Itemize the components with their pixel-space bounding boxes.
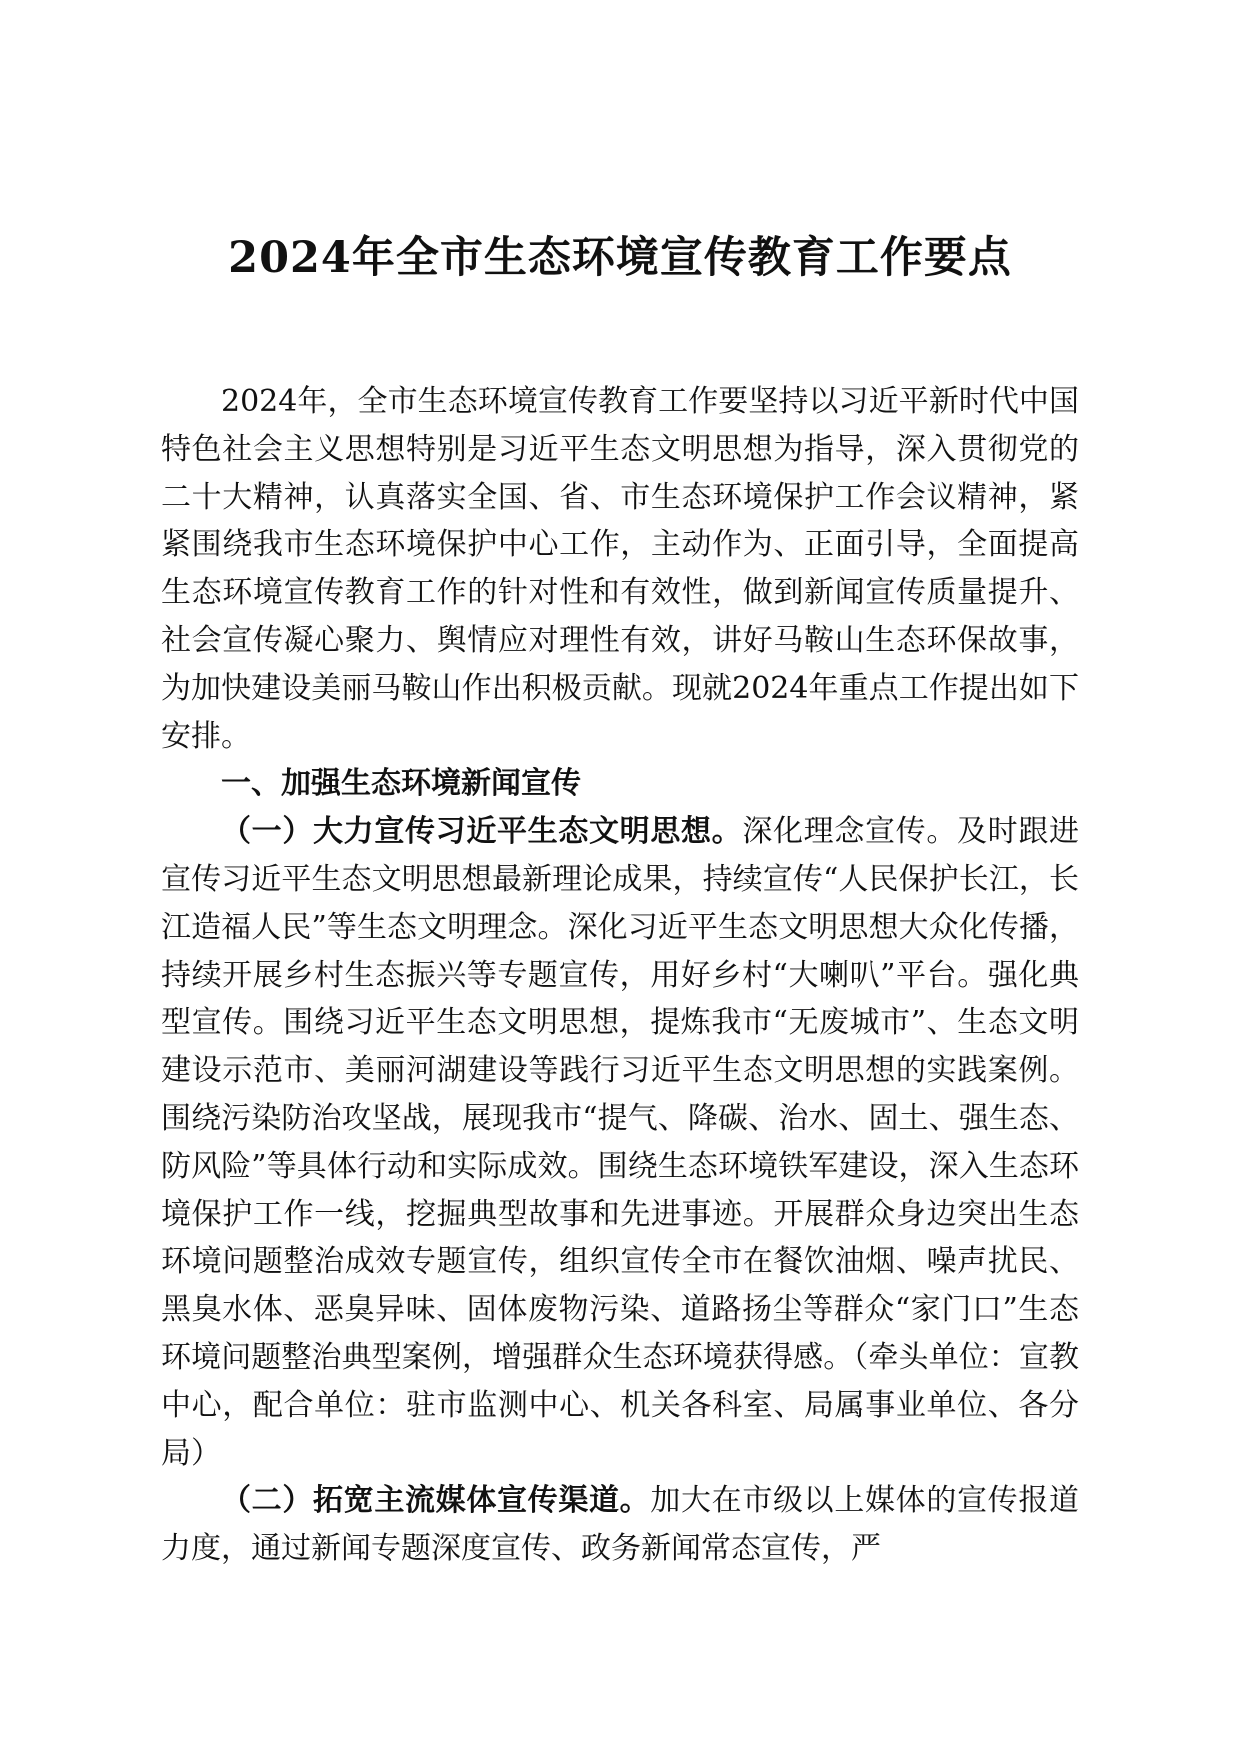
section-heading-1: 一、加强生态环境新闻宣传 <box>221 766 581 802</box>
item-2-paragraph <box>161 1477 1079 1573</box>
document-body <box>161 378 1079 1573</box>
item-1-paragraph <box>161 808 1079 1477</box>
intro-paragraph: 2024年，全市生态环境宣传教育工作要坚持以习近平新时代中国特色社会主义思想特别是习近平生态文明思想为指导，深入贯彻党的二十大精神，认真落实全国、省、市生态环境保护工作会议精神，紧紧围绕我市生态环境保护中心工作，主动作为、正面引导，全面提高生态环境宣传教育工作的针对性和有效性，做到新闻宣传质量提升、社会宣传凝心聚力、舆情应对理性有效，讲好马鞍山生态环保故事，为加快建设美丽马鞍山作出积极贡献。现就2024年重点工作提出如下安排。 <box>161 384 1079 754</box>
item-2-body: 加大在市级以上媒体的宣传报道力度，通过新闻专题深度宣传、政务新闻常态宣传，严 <box>161 1483 1080 1567</box>
document-title: 2024年全市生态环境宣传教育工作要点 <box>228 233 1012 283</box>
item-1-body: 深化理念宣传。及时跟进宣传习近平生态文明思想最新理论成果，持续宣传“人民保护长江，长江造福人民”等生态文明理念。深化习近平生态文明思想大众化传播，持续开展乡村生态振兴等专题宣传，用好乡村“大喇叭”平台。强化典型宣传。围绕习近平生态文明思想，提炼我市“无废城市”、生态文明建设示范市、美丽河湖建设等践行习近平生态文明思想的实践案例。围绕污染防治攻坚战，展现我市“提气、降碳、治水、固土、强生态、防风险”等具体行动和实际成效。围绕生态环境铁军建设，深入生态环境保护工作一线，挖掘典型故事和先进事迹。开展群众身边突出生态环境问题整治成效专题宣传，组织宣传全市在餐饮油烟、噪声扰民、黑臭水体、恶臭异味、固体废物污染、道路扬尘等群众“家门口”生态环境问题整治典型案例，增强群众生态环境获得感。（牵头单位：宣教中心，配合单位：驻市监测中心、机关各科室、局属事业单位、各分局） <box>161 814 1080 1471</box>
item-2-title: （二）拓宽主流媒体宣传渠道。 <box>221 1483 651 1519</box>
item-1-title: （一）大力宣传习近平生态文明思想。 <box>221 814 743 850</box>
